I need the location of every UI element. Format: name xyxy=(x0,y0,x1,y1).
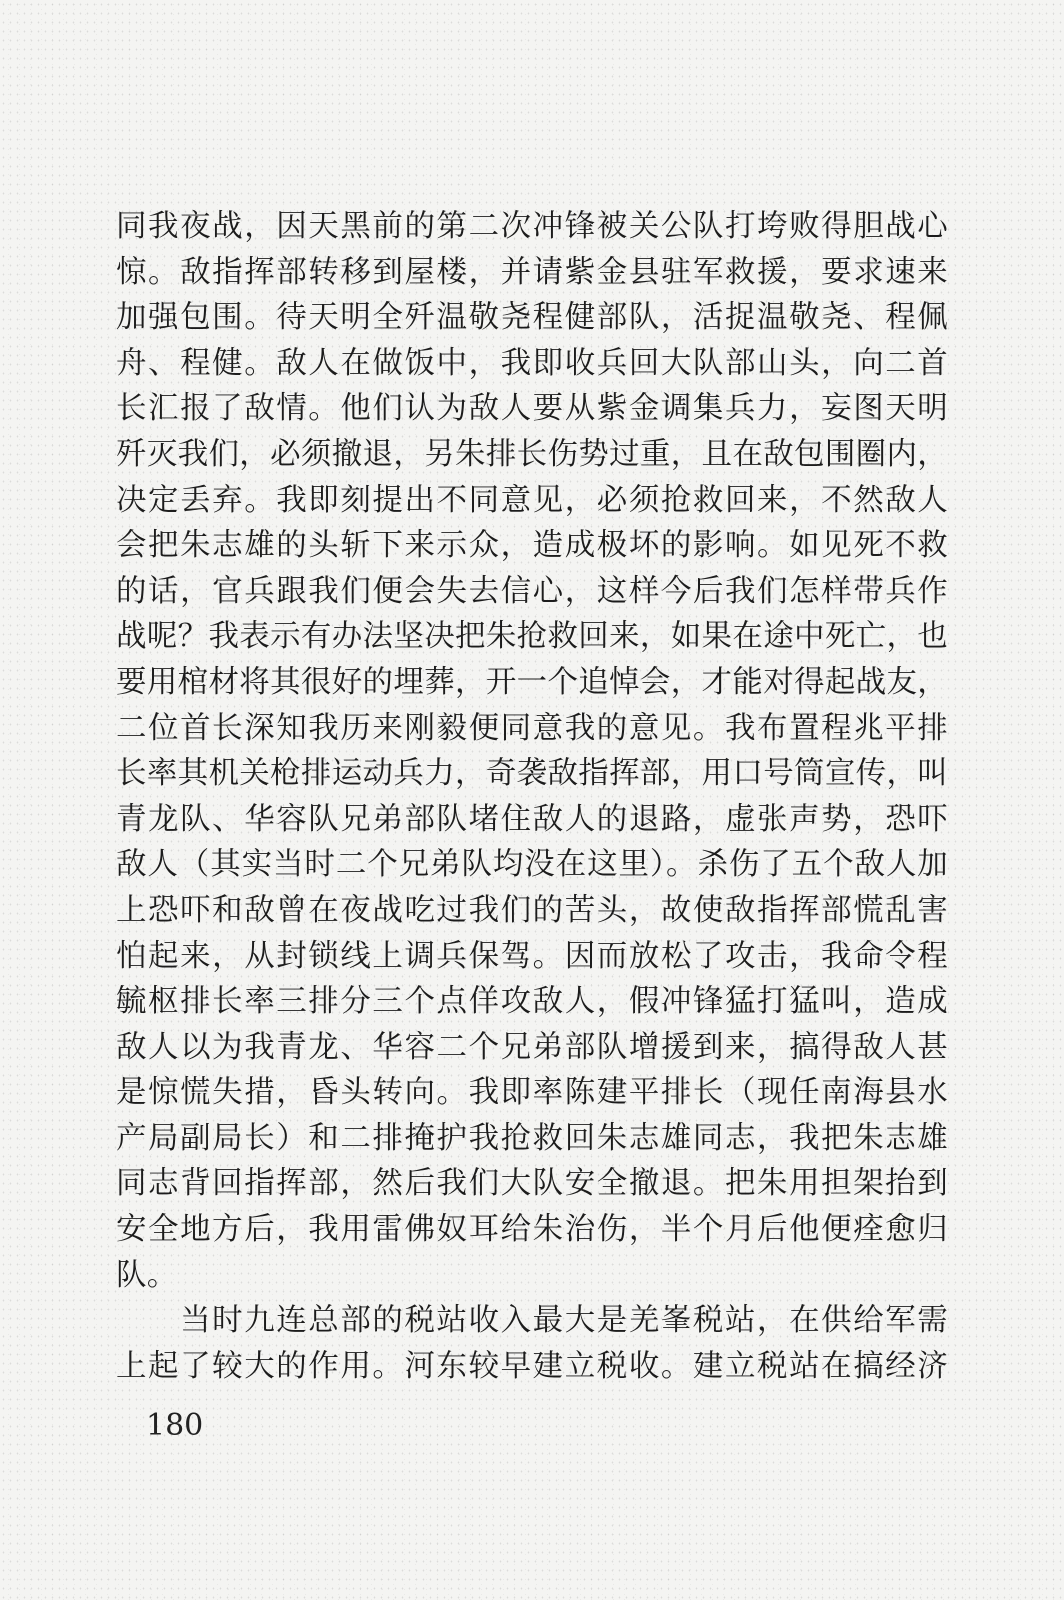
text-line: 产局副局长）和二排掩护我抢救回朱志雄同志，我把朱志雄 xyxy=(116,1120,948,1156)
text-line: 怕起来，从封锁线上调兵保驾。因而放松了攻击，我命令程 xyxy=(116,938,948,974)
text-line: 敌人以为我青龙、华容二个兄弟部队增援到来，搞得敌人甚 xyxy=(116,1029,948,1065)
text-line: 舟、程健。敌人在做饭中，我即收兵回大队部山头，向二首 xyxy=(116,345,948,381)
text-line: 要用棺材将其很好的埋葬，开一个追悼会，才能对得起战友， xyxy=(116,664,948,700)
text-line: 敌人（其实当时二个兄弟队均没在这里）。杀伤了五个敌人加 xyxy=(116,847,948,883)
text-line: 歼灭我们，必须撤退，另朱排长伤势过重，且在敌包围圈内， xyxy=(116,436,948,472)
text-line: 安全地方后，我用雷佛奴耳给朱治伤，半个月后他便痊愈归 xyxy=(116,1212,948,1248)
text-line: 惊。敌指挥部转移到屋楼，并请紫金县驻军救援，要求速来 xyxy=(116,254,948,290)
text-line: 同我夜战，因天黑前的第二次冲锋被关公队打垮败得胆战心 xyxy=(116,209,948,244)
text-line: 会把朱志雄的头斩下来示众，造成极坏的影响。如见死不救 xyxy=(116,528,948,564)
text-line: 同志背回指挥部，然后我们大队安全撤退。把朱用担架抬到 xyxy=(116,1166,948,1202)
text-line: 毓枢排长率三排分三个点佯攻敌人，假冲锋猛打猛叫，造成 xyxy=(116,984,948,1020)
text-line: 的话，官兵跟我们便会失去信心，这样今后我们怎样带兵作 xyxy=(116,573,948,609)
text-line: 是惊慌失措，昏头转向。我即率陈建平排长（现任南海县水 xyxy=(116,1075,948,1111)
text-line: 上起了较大的作用。河东较早建立税收。建立税站在搞经济 xyxy=(116,1348,948,1384)
text-line: 长汇报了敌情。他们认为敌人要从紫金调集兵力，妄图天明 xyxy=(116,391,948,427)
text-line: 战呢？我表示有办法坚决把朱抢救回来，如果在途中死亡，也 xyxy=(116,619,948,655)
text-line: 加强包围。待天明全歼温敬尧程健部队，活捉温敬尧、程佩 xyxy=(116,300,948,336)
text-line: 青龙队、华容队兄弟部队堵住敌人的退路，虚张声势，恐吓 xyxy=(116,801,948,837)
text-line: 二位首长深知我历来刚毅便同意我的意见。我布置程兆平排 xyxy=(116,710,948,746)
text-line: 长率其机关枪排运动兵力，奇袭敌指挥部，用口号筒宣传，叫 xyxy=(116,756,948,792)
paragraph-start-line: 当时九连总部的税站收入最大是羌峯税站，在供给军需 xyxy=(116,1303,948,1339)
body-text xyxy=(116,204,948,1389)
text-line: 队。 xyxy=(116,1257,178,1293)
text-line: 上恐吓和敌曾在夜战吃过我们的苦头，故使敌指挥部慌乱害 xyxy=(116,892,948,928)
text-line: 决定丢弃。我即刻提出不同意见，必须抢救回来，不然敌人 xyxy=(116,482,948,518)
page-number: 180 xyxy=(146,1408,204,1443)
